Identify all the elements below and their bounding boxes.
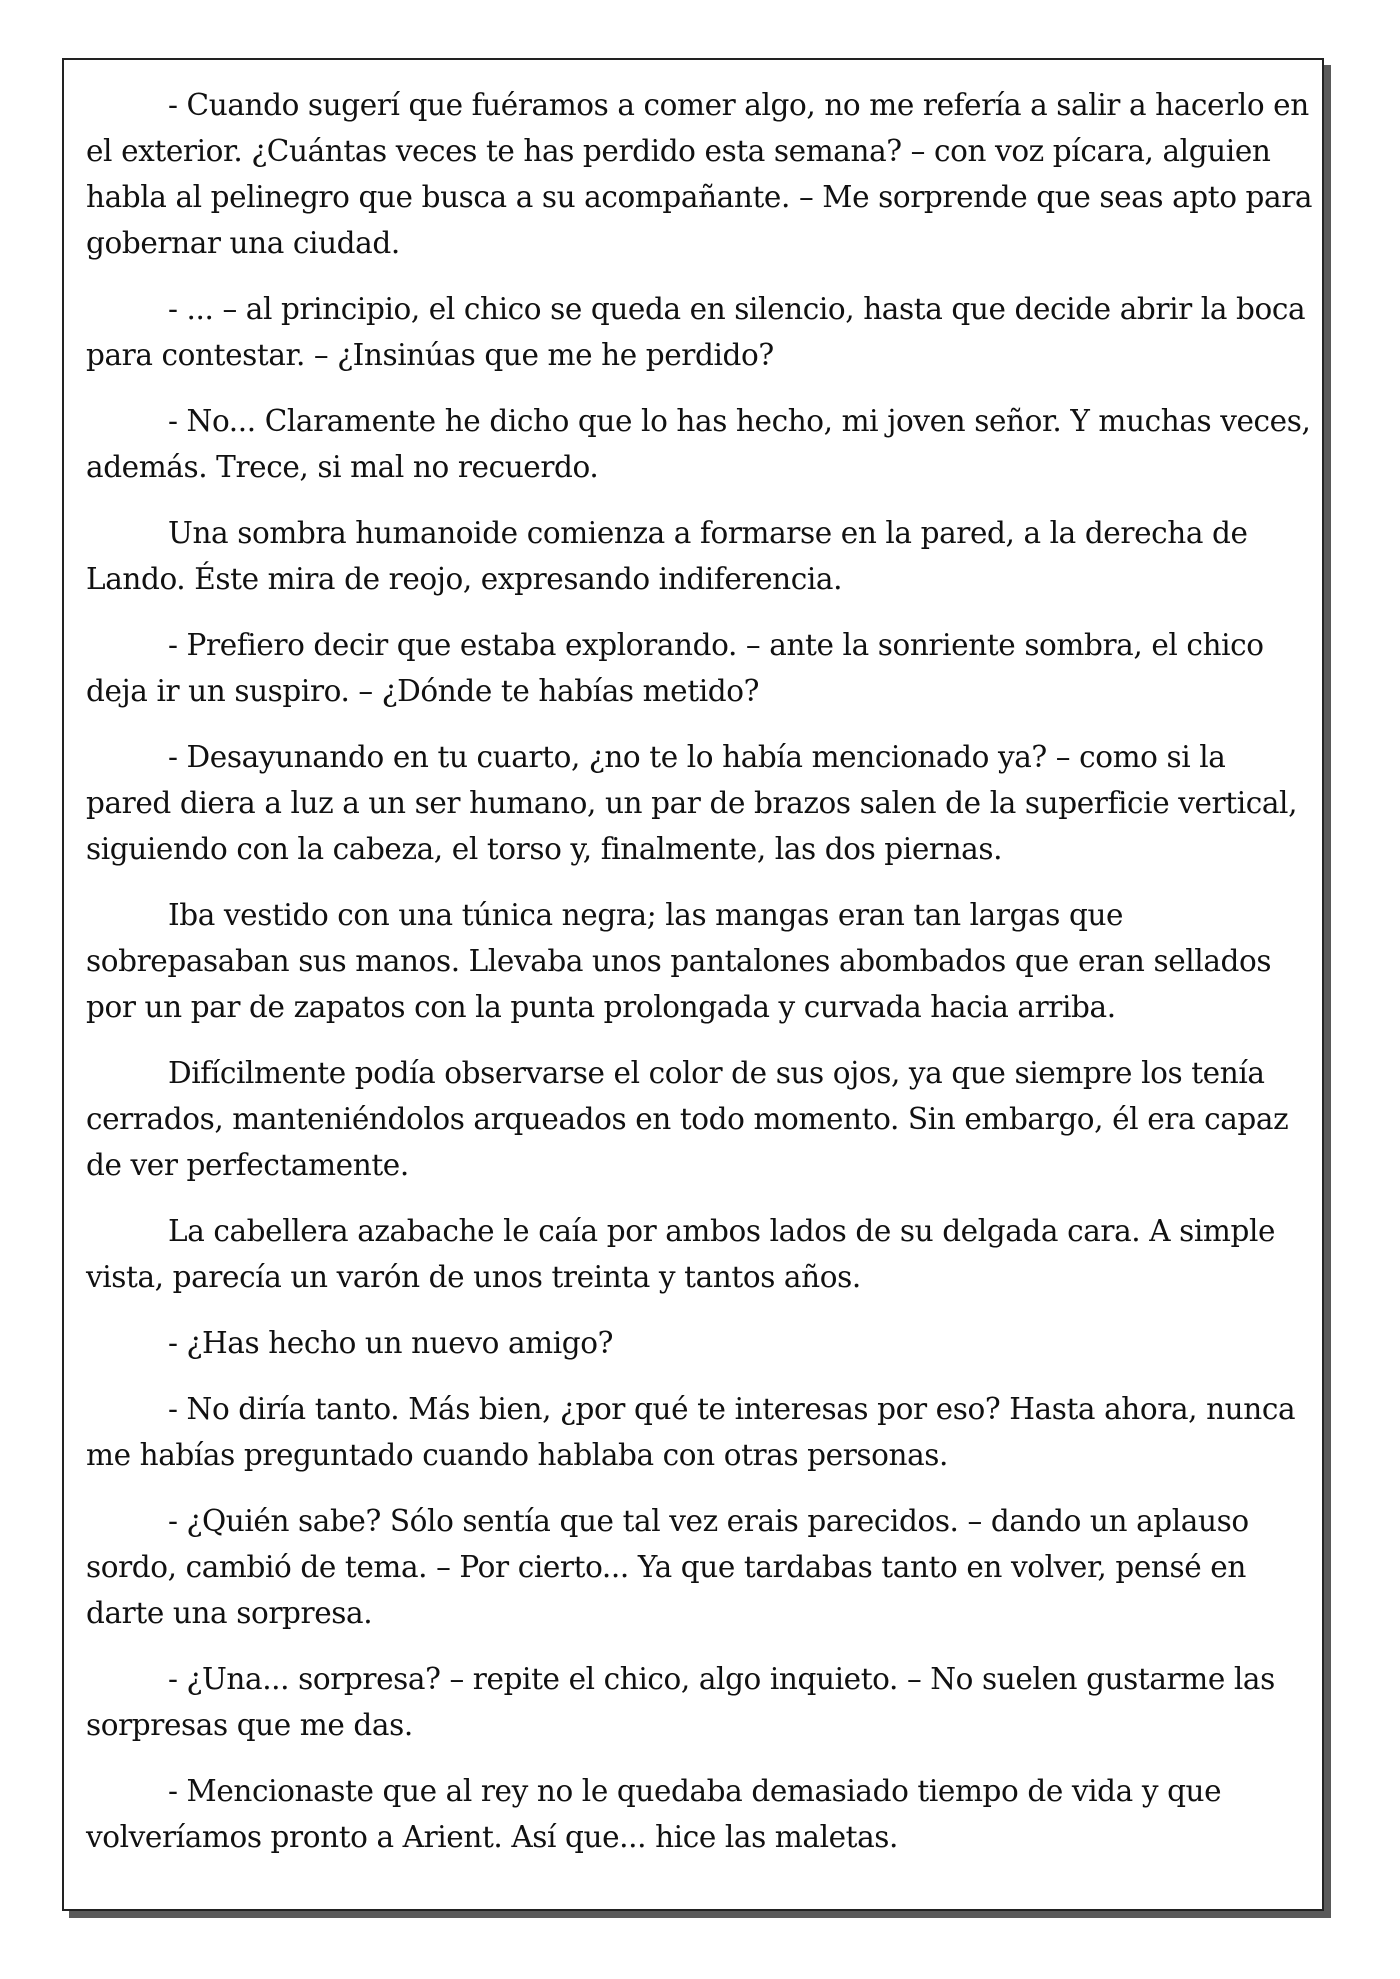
paragraph-10: - ¿Has hecho un nuevo amigo? xyxy=(168,1326,613,1360)
paragraph-14: - Mencionaste que al rey no le quedaba demasiado tiempo de vida y que volveríamos pronto a Arient. Así que... hice las maletas. xyxy=(86,1774,1222,1854)
text-body xyxy=(86,82,1316,1880)
paragraph-2: - ... – al principio, el chico se queda en silencio, hasta que decide abrir la boca para contestar. – ¿Insinúas que me he perdido? xyxy=(86,292,1306,372)
paragraph-6: - Desayunando en tu cuarto, ¿no te lo había mencionado ya? – como si la pared diera a luz a un ser humano, un par de brazos salen de la superficie vertical, siguiendo con la cabeza, el torso y, finalmente, las dos piernas. xyxy=(86,740,1298,866)
paragraph-8: Difícilmente podía observarse el color de sus ojos, ya que siempre los tenía cerrados, manteniéndolos arqueados en todo momento. Sin embargo, él era capaz de ver perfectamente. xyxy=(86,1056,1289,1182)
paragraph-13: - ¿Una... sorpresa? – repite el chico, algo inquieto. – No suelen gustarme las sorpresas que me das. xyxy=(86,1662,1275,1742)
paragraph-12: - ¿Quién sabe? Sólo sentía que tal vez erais parecidos. – dando un aplauso sordo, cambió de tema. – Por cierto... Ya que tardabas tanto en volver, pensé en darte una sorpresa. xyxy=(86,1504,1249,1630)
page-frame xyxy=(62,58,1324,1911)
paragraph-7: Iba vestido con una túnica negra; las mangas eran tan largas que sobrepasaban sus manos. Llevaba unos pantalones abombados que eran sellados por un par de zapatos con la punta prolongada y curvada hacia arriba. xyxy=(86,898,1272,1024)
paragraph-4: Una sombra humanoide comienza a formarse en la pared, a la derecha de Lando. Éste mira de reojo, expresando indiferencia. xyxy=(86,516,1248,596)
paragraph-9: La cabellera azabache le caía por ambos lados de su delgada cara. A simple vista, parecía un varón de unos treinta y tantos años. xyxy=(86,1214,1276,1294)
paragraph-11: - No diría tanto. Más bien, ¿por qué te interesas por eso? Hasta ahora, nunca me habías preguntado cuando hablaba con otras personas. xyxy=(86,1392,1296,1472)
paragraph-5: - Prefiero decir que estaba explorando. – ante la sonriente sombra, el chico deja ir un suspiro. – ¿Dónde te habías metido? xyxy=(86,628,1264,708)
paragraph-1: - Cuando sugerí que fuéramos a comer algo, no me refería a salir a hacerlo en el exterior. ¿Cuántas veces te has perdido esta semana? – con voz pícara, alguien habla al pelinegro que busca a su acompañante. – Me sorprende que seas apto para gobernar una ciudad. xyxy=(86,88,1313,260)
paragraph-3: - No... Claramente he dicho que lo has hecho, mi joven señor. Y muchas veces, además. Trece, si mal no recuerdo. xyxy=(86,404,1311,484)
